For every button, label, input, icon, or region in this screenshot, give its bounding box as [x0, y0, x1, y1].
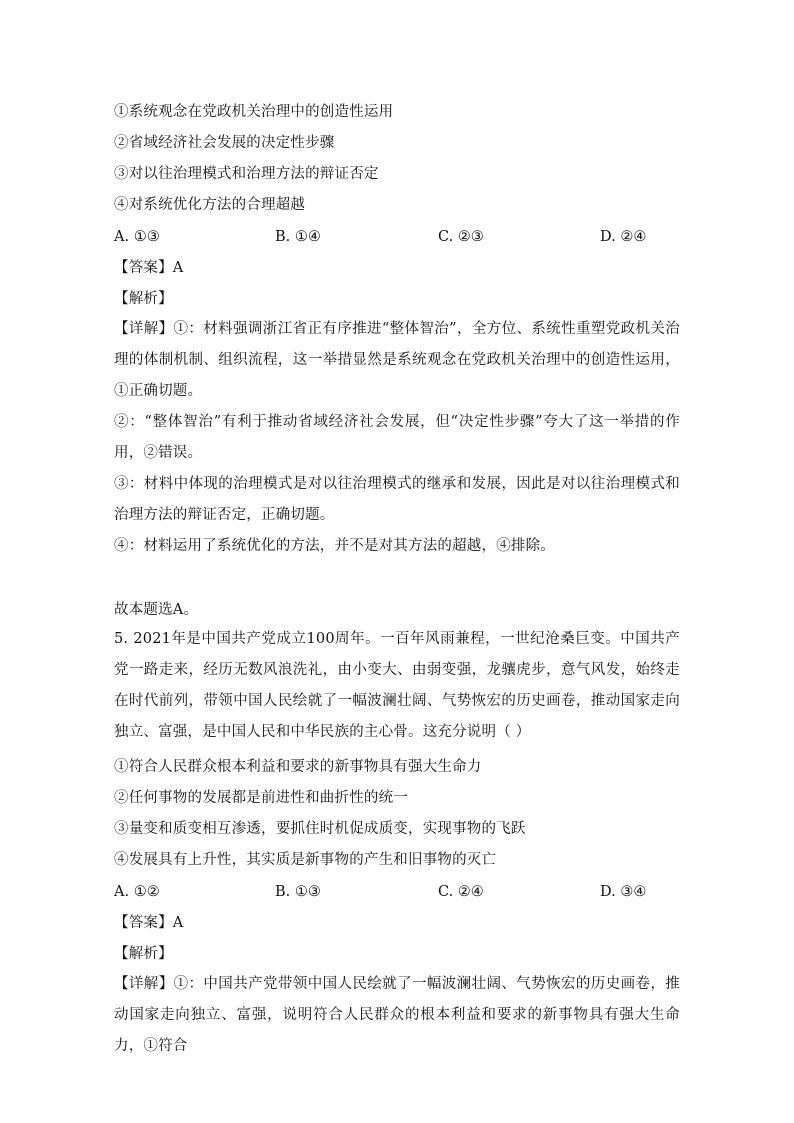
q5-answer: 【答案】A [114, 915, 184, 931]
q4-detail-2: ②：“整体智治”有利于推动省域经济社会发展，但“决定性步骤”夸大了这一举措的作用，②错误。 [114, 414, 680, 461]
q5-option-3: ③量变和质变相互渗透，要抓住时机促成质变，实现事物的飞跃 [114, 821, 526, 837]
q4-option-4: ④对系统优化方法的合理超越 [114, 197, 306, 213]
q4-detail-4: ④：材料运用了系统优化的方法，并不是对其方法的超越，④排除。 [114, 538, 555, 554]
q5-option-4: ④发展具有上升性，其实质是新事物的产生和旧事物的灭亡 [114, 852, 497, 868]
q5-choice-c: C. ②④ [438, 884, 484, 900]
q4-choice-d: D. ②④ [600, 229, 647, 245]
q5-option-2: ②任何事物的发展都是前进性和曲折性的统一 [114, 790, 408, 806]
q4-detail-3: ③：材料中体现的治理模式是对以往治理模式的继承和发展，因此是对以往治理模式和治理方法的辩证否定，正确切题。 [114, 476, 680, 523]
q5-choice-d: D. ③④ [600, 884, 647, 900]
q5-choice-a: A. ①② [114, 884, 160, 900]
q5-detail-1: 【详解】①：中国共产党带领中国人民绘就了一幅波澜壮阔、气势恢宏的历史画卷，推动国家走向独立、富强，说明符合人民群众的根本利益和要求的新事物具有强大生命力，①符合 [114, 976, 680, 1054]
q4-analysis-heading: 【解析】 [114, 291, 173, 307]
q4-option-2: ②省域经济社会发展的决定性步骤 [114, 135, 335, 151]
q4-answer: 【答案】A [114, 260, 184, 276]
q4-choice-b: B. ①④ [275, 229, 321, 245]
q4-detail-1: 【详解】①：材料强调浙江省正有序推进“整体智治”，全方位、系统性重塑党政机关治理的体制机制、组织流程，这一举措显然是系统观念在党政机关治理中的创造性运用，①正确切题。 [114, 321, 680, 399]
q4-option-1: ①系统观念在党政机关治理中的创造性运用 [114, 104, 394, 120]
q5-choice-b: B. ①③ [275, 884, 321, 900]
q4-choice-a: A. ①③ [114, 229, 160, 245]
q5-stem: 5. 2021年是中国共产党成立100周年。一百年风雨兼程，一世纪沧桑巨变。中国共产党一路走来，经历无数风浪洗礼，由小变大、由弱变强，龙骧虎步，意气风发，始终走在时代前列，带领中国人民绘就了一幅波澜壮阔、气势恢宏的历史画卷，推动国家走向独立、富强，是中国人民和中华民族的主心骨。这充分说明（ ） [114, 631, 680, 740]
q5-analysis-heading: 【解析】 [114, 946, 173, 962]
q5-option-1: ①符合人民群众根本利益和要求的新事物具有强大生命力 [114, 759, 482, 775]
q4-conclusion: 故本题选A。 [114, 602, 199, 618]
q4-choice-c: C. ②③ [438, 229, 484, 245]
q4-option-3: ③对以往治理模式和治理方法的辩证否定 [114, 166, 379, 182]
